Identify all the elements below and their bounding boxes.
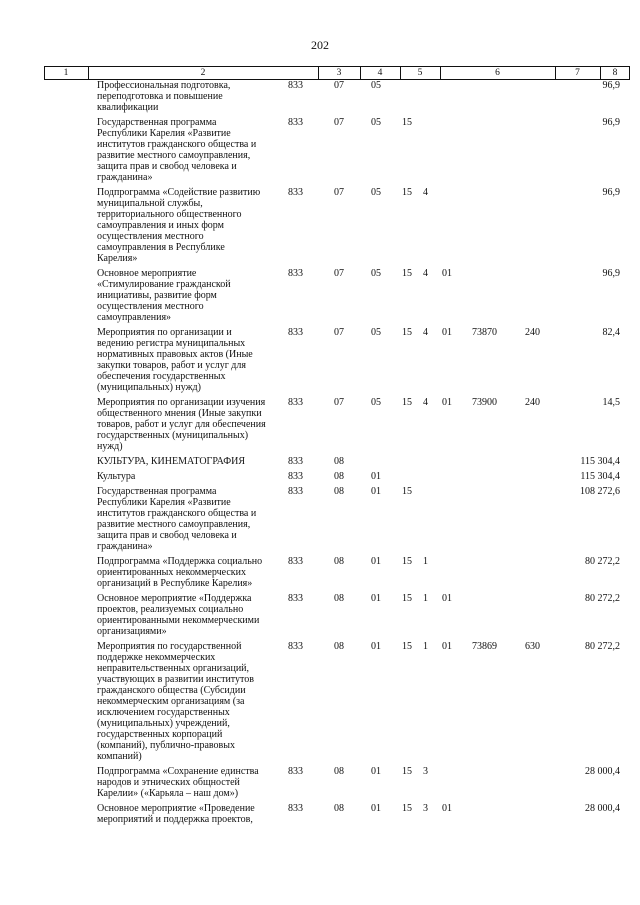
row-main-event: 01 <box>442 641 452 652</box>
row-program: 15 <box>402 593 412 604</box>
row-amount: 96,9 <box>602 80 620 91</box>
table-row <box>0 327 640 393</box>
table-row <box>0 766 640 799</box>
row-code-4: 07 <box>334 187 344 198</box>
row-main-event: 01 <box>442 803 452 814</box>
row-name: КУЛЬТУРА, КИНЕМАТОГРАФИЯ <box>97 456 245 467</box>
header-col-2: 2 <box>200 68 206 78</box>
row-code-7: 240 <box>525 397 540 408</box>
row-subprogram: 4 <box>423 187 428 198</box>
row-subprogram: 1 <box>423 593 428 604</box>
row-code-5: 01 <box>371 641 381 652</box>
row-subprogram: 4 <box>423 268 428 279</box>
header-col-6: 6 <box>495 68 500 78</box>
table-row <box>0 486 640 552</box>
row-name: Мероприятия по организации и ведению регистра муниципальных нормативных правовых актов (Иные закупки товаров, работ и услуг для обеспечения государственных (муниципальных) нужд) <box>97 327 253 393</box>
table-row <box>0 471 640 482</box>
header-col-8: 8 <box>612 68 618 78</box>
row-amount: 80 272,2 <box>585 593 620 604</box>
row-code-7: 630 <box>525 641 540 652</box>
row-amount: 96,9 <box>602 268 620 279</box>
row-name: Подпрограмма «Поддержка социально ориентированных некоммерческих организаций в Республике Карелия» <box>97 556 263 589</box>
row-name: Государственная программа Республики Карелия «Развитие институтов гражданского общества и развитие местного самоуправления, защита прав и свобод человека и гражданина» <box>97 117 257 183</box>
row-code-5: 05 <box>371 117 381 128</box>
row-program: 15 <box>402 556 412 567</box>
row-code-5: 01 <box>371 471 381 482</box>
row-amount: 14,5 <box>602 397 620 408</box>
row-amount: 82,4 <box>602 327 620 338</box>
row-amount: 96,9 <box>602 187 620 198</box>
table-row <box>0 80 640 113</box>
row-name: Основное мероприятие «Поддержка проектов, реализуемых социально ориентированными некоммерческими организациями» <box>97 593 260 637</box>
header-col-1: 1 <box>63 68 69 78</box>
row-subprogram: 4 <box>423 397 428 408</box>
row-code-5: 01 <box>371 556 381 567</box>
row-code-4: 08 <box>334 766 344 777</box>
row-amount: 80 272,2 <box>585 556 620 567</box>
row-code-3: 833 <box>288 80 303 91</box>
row-code-3: 833 <box>288 187 303 198</box>
table-row <box>0 556 640 589</box>
table-row <box>0 641 640 762</box>
row-code-7: 240 <box>525 327 540 338</box>
row-code-3: 833 <box>288 456 303 467</box>
row-name: Государственная программа Республики Карелия «Развитие институтов гражданского общества и развитие местного самоуправления, защита прав и свобод человека и гражданина» <box>97 486 257 552</box>
row-code-5: 01 <box>371 766 381 777</box>
row-code-5: 05 <box>371 80 381 91</box>
row-subprogram: 1 <box>423 556 428 567</box>
row-amount: 28 000,4 <box>585 803 620 814</box>
table-row <box>0 187 640 264</box>
row-code-4: 07 <box>334 397 344 408</box>
row-subprogram: 1 <box>423 641 428 652</box>
row-code-3: 833 <box>288 641 303 652</box>
row-code-4: 08 <box>334 641 344 652</box>
table-row <box>0 268 640 323</box>
row-code-5: 05 <box>371 397 381 408</box>
row-code-3: 833 <box>288 327 303 338</box>
row-code-5: 01 <box>371 593 381 604</box>
header-col-4: 4 <box>377 68 383 78</box>
row-subprogram: 3 <box>423 803 428 814</box>
row-direction: 73870 <box>472 327 497 338</box>
row-code-4: 08 <box>334 456 344 467</box>
row-code-5: 01 <box>371 803 381 814</box>
table-body <box>0 80 640 829</box>
row-code-5: 05 <box>371 268 381 279</box>
row-name: Подпрограмма «Содействие развитию муниципальной службы, территориального общественного самоуправления и иных форм осуществления местного самоуправления в Республике Карелия» <box>97 187 261 264</box>
row-subprogram: 3 <box>423 766 428 777</box>
row-program: 15 <box>402 117 412 128</box>
table-row <box>0 803 640 825</box>
row-direction: 73900 <box>472 397 497 408</box>
table-row <box>0 397 640 452</box>
row-amount: 115 304,4 <box>580 471 620 482</box>
row-amount: 96,9 <box>602 117 620 128</box>
row-code-4: 08 <box>334 486 344 497</box>
row-name: Профессиональная подготовка, переподготовка и повышение квалификации <box>97 80 231 113</box>
row-code-4: 08 <box>334 471 344 482</box>
row-direction: 73869 <box>472 641 497 652</box>
row-code-3: 833 <box>288 471 303 482</box>
row-name: Основное мероприятие «Стимулирование гражданской инициативы, развитие форм осуществления местного самоуправления» <box>97 268 231 323</box>
row-code-3: 833 <box>288 268 303 279</box>
row-amount: 115 304,4 <box>580 456 620 467</box>
row-main-event: 01 <box>442 397 452 408</box>
row-code-3: 833 <box>288 486 303 497</box>
row-main-event: 01 <box>442 327 452 338</box>
header-col-7: 7 <box>575 68 580 78</box>
row-program: 15 <box>402 803 412 814</box>
header-col-3: 3 <box>336 68 342 78</box>
table-row <box>0 117 640 183</box>
table-header <box>44 66 630 80</box>
row-subprogram: 4 <box>423 327 428 338</box>
row-code-4: 08 <box>334 556 344 567</box>
row-program: 15 <box>402 641 412 652</box>
row-name: Мероприятия по государственной поддержке некоммерческих неправительственных организаций, участвующих в развитии институтов гражданского общества (Субсидии некоммерческим организациям (за исключением государственных (муниципальных) учреждений, государственных корпораций (компаний), публично-правовых компаний) <box>97 641 254 762</box>
row-code-3: 833 <box>288 556 303 567</box>
row-main-event: 01 <box>442 593 452 604</box>
row-code-4: 07 <box>334 80 344 91</box>
row-code-4: 08 <box>334 593 344 604</box>
page-number: 202 <box>311 38 329 52</box>
row-code-4: 07 <box>334 117 344 128</box>
row-program: 15 <box>402 766 412 777</box>
row-name: Основное мероприятие «Проведение мероприятий и поддержка проектов, <box>97 803 255 825</box>
row-program: 15 <box>402 397 412 408</box>
row-name: Культура <box>97 471 136 482</box>
row-program: 15 <box>402 187 412 198</box>
row-program: 15 <box>402 327 412 338</box>
header-col-5: 5 <box>417 68 423 78</box>
table-row <box>0 593 640 637</box>
row-code-3: 833 <box>288 397 303 408</box>
row-main-event: 01 <box>442 268 452 279</box>
row-name: Подпрограмма «Сохранение единства народов и этнических общностей Карелии» («Карьяла – наш дом») <box>97 766 259 799</box>
row-program: 15 <box>402 486 412 497</box>
row-program: 15 <box>402 268 412 279</box>
row-code-5: 05 <box>371 327 381 338</box>
row-name: Мероприятия по организации изучения общественного мнения (Иные закупки товаров, работ и услуг для обеспечения государственных (муниципальных) нужд) <box>97 397 266 452</box>
row-code-3: 833 <box>288 593 303 604</box>
row-code-3: 833 <box>288 766 303 777</box>
row-code-5: 01 <box>371 486 381 497</box>
table-row <box>0 456 640 467</box>
row-code-4: 08 <box>334 803 344 814</box>
row-amount: 80 272,2 <box>585 641 620 652</box>
row-code-3: 833 <box>288 117 303 128</box>
row-code-5: 05 <box>371 187 381 198</box>
row-code-4: 07 <box>334 327 344 338</box>
row-code-4: 07 <box>334 268 344 279</box>
row-amount: 108 272,6 <box>580 486 620 497</box>
row-code-3: 833 <box>288 803 303 814</box>
row-amount: 28 000,4 <box>585 766 620 777</box>
